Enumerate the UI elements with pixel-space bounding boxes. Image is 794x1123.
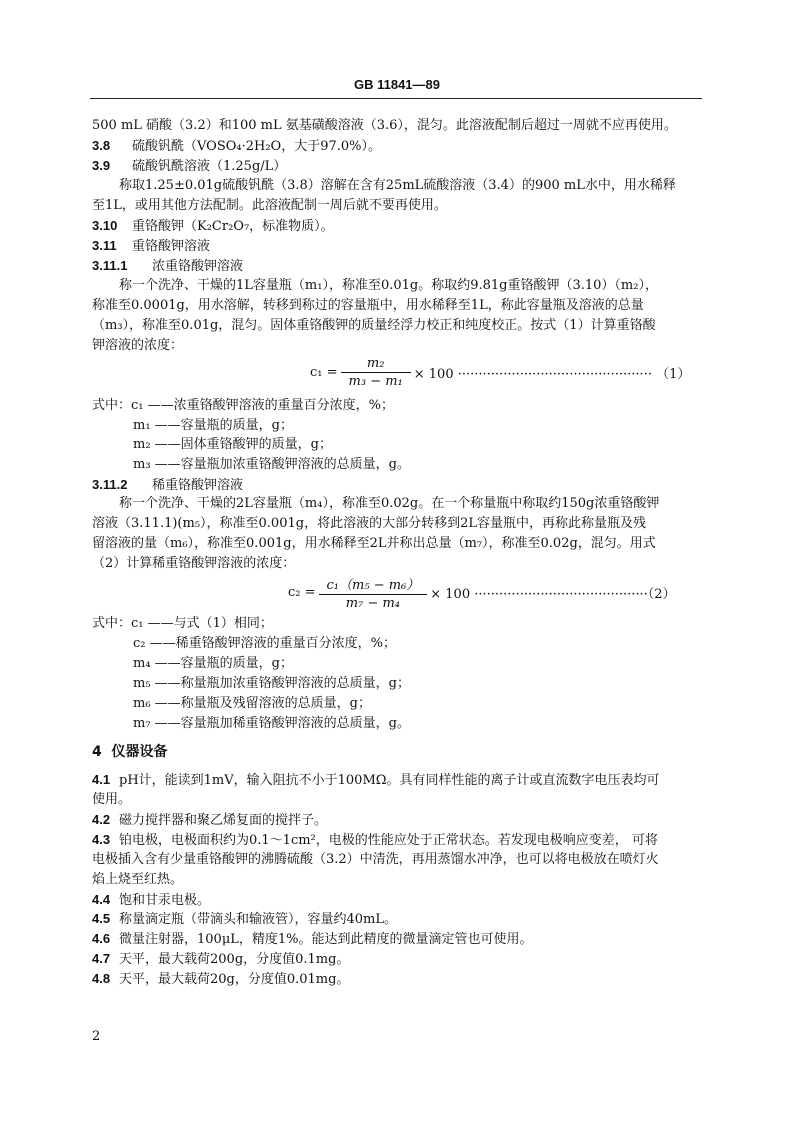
text-line: 称一个洗净、干燥的1L容量瓶（m₁），称准至0.01g。称取约9.81g重铬酸钾（3.10）（m₂）， — [119, 278, 658, 293]
item-number: 3.11 — [92, 238, 117, 253]
item-text: 称量滴定瓶（带滴头和输液管），容量约40mL。 — [119, 912, 398, 927]
text-line: m₂ ——固体重铬酸钾的质量，g； — [133, 437, 332, 452]
text-line: 称准至0.0001g，用水溶解，转移到称过的容量瓶中，用水稀释至1L，称此容量瓶及溶液的总量 — [92, 298, 644, 313]
item-text: 饱和甘汞电极。 — [119, 893, 211, 908]
text-line: 留溶液的量（m₆），称准至0.001g，用水稀释至2L并称出总量（m₇），称准至0.02g，混匀。用式 — [92, 536, 656, 551]
item-text: 硫酸钒酰溶液（1.25g/L） — [132, 159, 287, 174]
text-line: （m₃），称准至0.01g，混匀。固体重铬酸钾的质量经浮力校正和纯度校正。按式（1）计算重铬酸 — [92, 318, 656, 333]
equation-lhs: c₂ = — [288, 585, 316, 600]
item-number: 3.10 — [92, 218, 118, 233]
text-line: m₄ ——容量瓶的质量，g； — [133, 656, 293, 671]
item-number: 4.5 — [92, 911, 111, 926]
item-number: 4.8 — [92, 971, 111, 986]
text-line: m₆ ——称量瓶及残留溶液的总质量，g； — [133, 696, 371, 711]
numerator: m₂ — [366, 356, 385, 371]
equation-tail: × 100 ··········································（2） — [430, 587, 676, 602]
equation-1 — [310, 356, 690, 389]
item-4-1 — [92, 772, 660, 789]
item-3-9 — [92, 158, 286, 175]
item-4-3 — [92, 832, 658, 849]
item-number: 4.7 — [92, 951, 111, 966]
text-line: 溶液（3.11.1)(m₅），称准至0.001g，将此溶液的大部分转移到2L容量瓶中，再称此称量瓶及残 — [92, 516, 646, 531]
item-number: 3.11.2 — [92, 477, 128, 492]
item-number: 4.2 — [92, 812, 111, 827]
item-number: 4.3 — [92, 832, 111, 847]
text-line: m₅ ——称量瓶加浓重铬酸钾溶液的总质量，g； — [133, 676, 410, 691]
item-4-2 — [92, 812, 327, 829]
item-text: 微量注射器，100μL，精度1%。能达到此精度的微量滴定管也可使用。 — [119, 932, 533, 947]
item-text: 磁力搅拌器和聚乙烯复面的搅拌子。 — [119, 813, 328, 828]
equation-2 — [288, 574, 676, 611]
item-number: 4.4 — [92, 892, 111, 907]
item-text: 天平，最大载荷20g，分度值0.01mg。 — [119, 972, 350, 987]
header-code: GB 11841—89 — [353, 77, 440, 92]
fraction — [341, 356, 411, 389]
item-text: 硫酸钒酰（VOSO₄·2H₂O，大于97.0%）。 — [132, 139, 381, 154]
fraction — [319, 574, 428, 611]
item-number: 3.9 — [92, 158, 111, 173]
item-4-7 — [92, 951, 349, 968]
text-line: c₂ ——稀重铬酸钾溶液的重量百分浓度，%； — [133, 636, 396, 651]
section-heading — [92, 744, 168, 760]
section-title: 仪器设备 — [111, 744, 168, 760]
text-line: m₁ ——容量瓶的质量，g； — [133, 418, 293, 433]
item-number: 3.11.1 — [92, 258, 128, 273]
item-4-4 — [92, 892, 210, 909]
text-line: 称取1.25±0.01g硫酸钒酰（3.8）溶解在含有25mL硫酸溶液（3.4）的900 mL水中，用水稀释 — [119, 178, 676, 193]
item-text: 重铬酸钾（K₂Cr₂O₇，标准物质）。 — [132, 219, 334, 234]
text-line: 焰上烧至红热。 — [92, 872, 184, 887]
item-text: 铂电极，电极面积约为0.1～1cm²，电极的性能应处于正常状态。若发现电极响应变差， 可将 — [119, 833, 658, 848]
denominator: m₃ − m₁ — [348, 374, 403, 389]
item-4-8 — [92, 971, 349, 988]
text-line: 钾溶液的浓度： — [92, 338, 184, 353]
item-4-5 — [92, 911, 397, 928]
equation-lhs: c₁ = — [310, 365, 338, 380]
item-3-11 — [92, 238, 210, 255]
item-text: 浓重铬酸钾溶液 — [152, 259, 244, 274]
item-3-11-2 — [92, 477, 243, 494]
item-3-11-1 — [92, 258, 243, 275]
item-number: 3.8 — [92, 138, 111, 153]
item-text: pH计，能读到1mV，输入阻抗不小于100MΩ。具有同样性能的离子计或直流数字电压表均可 — [119, 773, 660, 788]
text-line: 称一个洗净、干燥的2L容量瓶（m₄），称准至0.02g。在一个称量瓶中称取约150g浓重铬酸钾 — [119, 496, 660, 511]
item-3-10 — [92, 218, 334, 235]
item-text: 稀重铬酸钾溶液 — [152, 478, 244, 493]
page-number: 2 — [92, 1029, 101, 1044]
denominator: m₇ − m₄ — [345, 596, 401, 611]
text-line: 式中：c₁ ——浓重铬酸钾溶液的重量百分浓度，%； — [92, 398, 394, 413]
item-number: 4.1 — [92, 772, 111, 787]
item-3-8 — [92, 138, 381, 155]
numerator: c₁（m₅ − m₆） — [326, 578, 420, 593]
text-line: 电极插入含有少量重铬酸钾的沸腾硫酸（3.2）中清洗，再用蒸馏水冲净，也可以将电极放在喷灯火 — [92, 852, 659, 867]
item-text: 天平，最大载荷200g，分度值0.1mg。 — [119, 952, 350, 967]
item-number: 4.6 — [92, 931, 111, 946]
equation-tail: × 100 ··············································· （1） — [413, 367, 691, 382]
item-4-6 — [92, 931, 533, 948]
text-line: m₃ ——容量瓶加浓重铬酸钾溶液的总质量，g。 — [133, 457, 410, 472]
text-line: （2）计算稀重铬酸钾溶液的浓度： — [92, 556, 296, 571]
item-text: 重铬酸钾溶液 — [132, 239, 211, 254]
header-rule — [90, 98, 702, 99]
text-line: 使用。 — [92, 792, 132, 807]
text-line: 至1L，或用其他方法配制。此溶液配制一周后就不要再使用。 — [92, 198, 447, 213]
text-line: 500 mL 硝酸（3.2）和100 mL 氨基磺酸溶液（3.6），混匀。此溶液配制后超过一周就不应再使用。 — [92, 118, 677, 133]
text-line: m₇ ——容量瓶加稀重铬酸钾溶液的总质量，g。 — [133, 716, 410, 731]
text-line: 式中：c₁ ——与式（1）相同； — [92, 616, 273, 631]
section-number: 4 — [92, 744, 102, 760]
